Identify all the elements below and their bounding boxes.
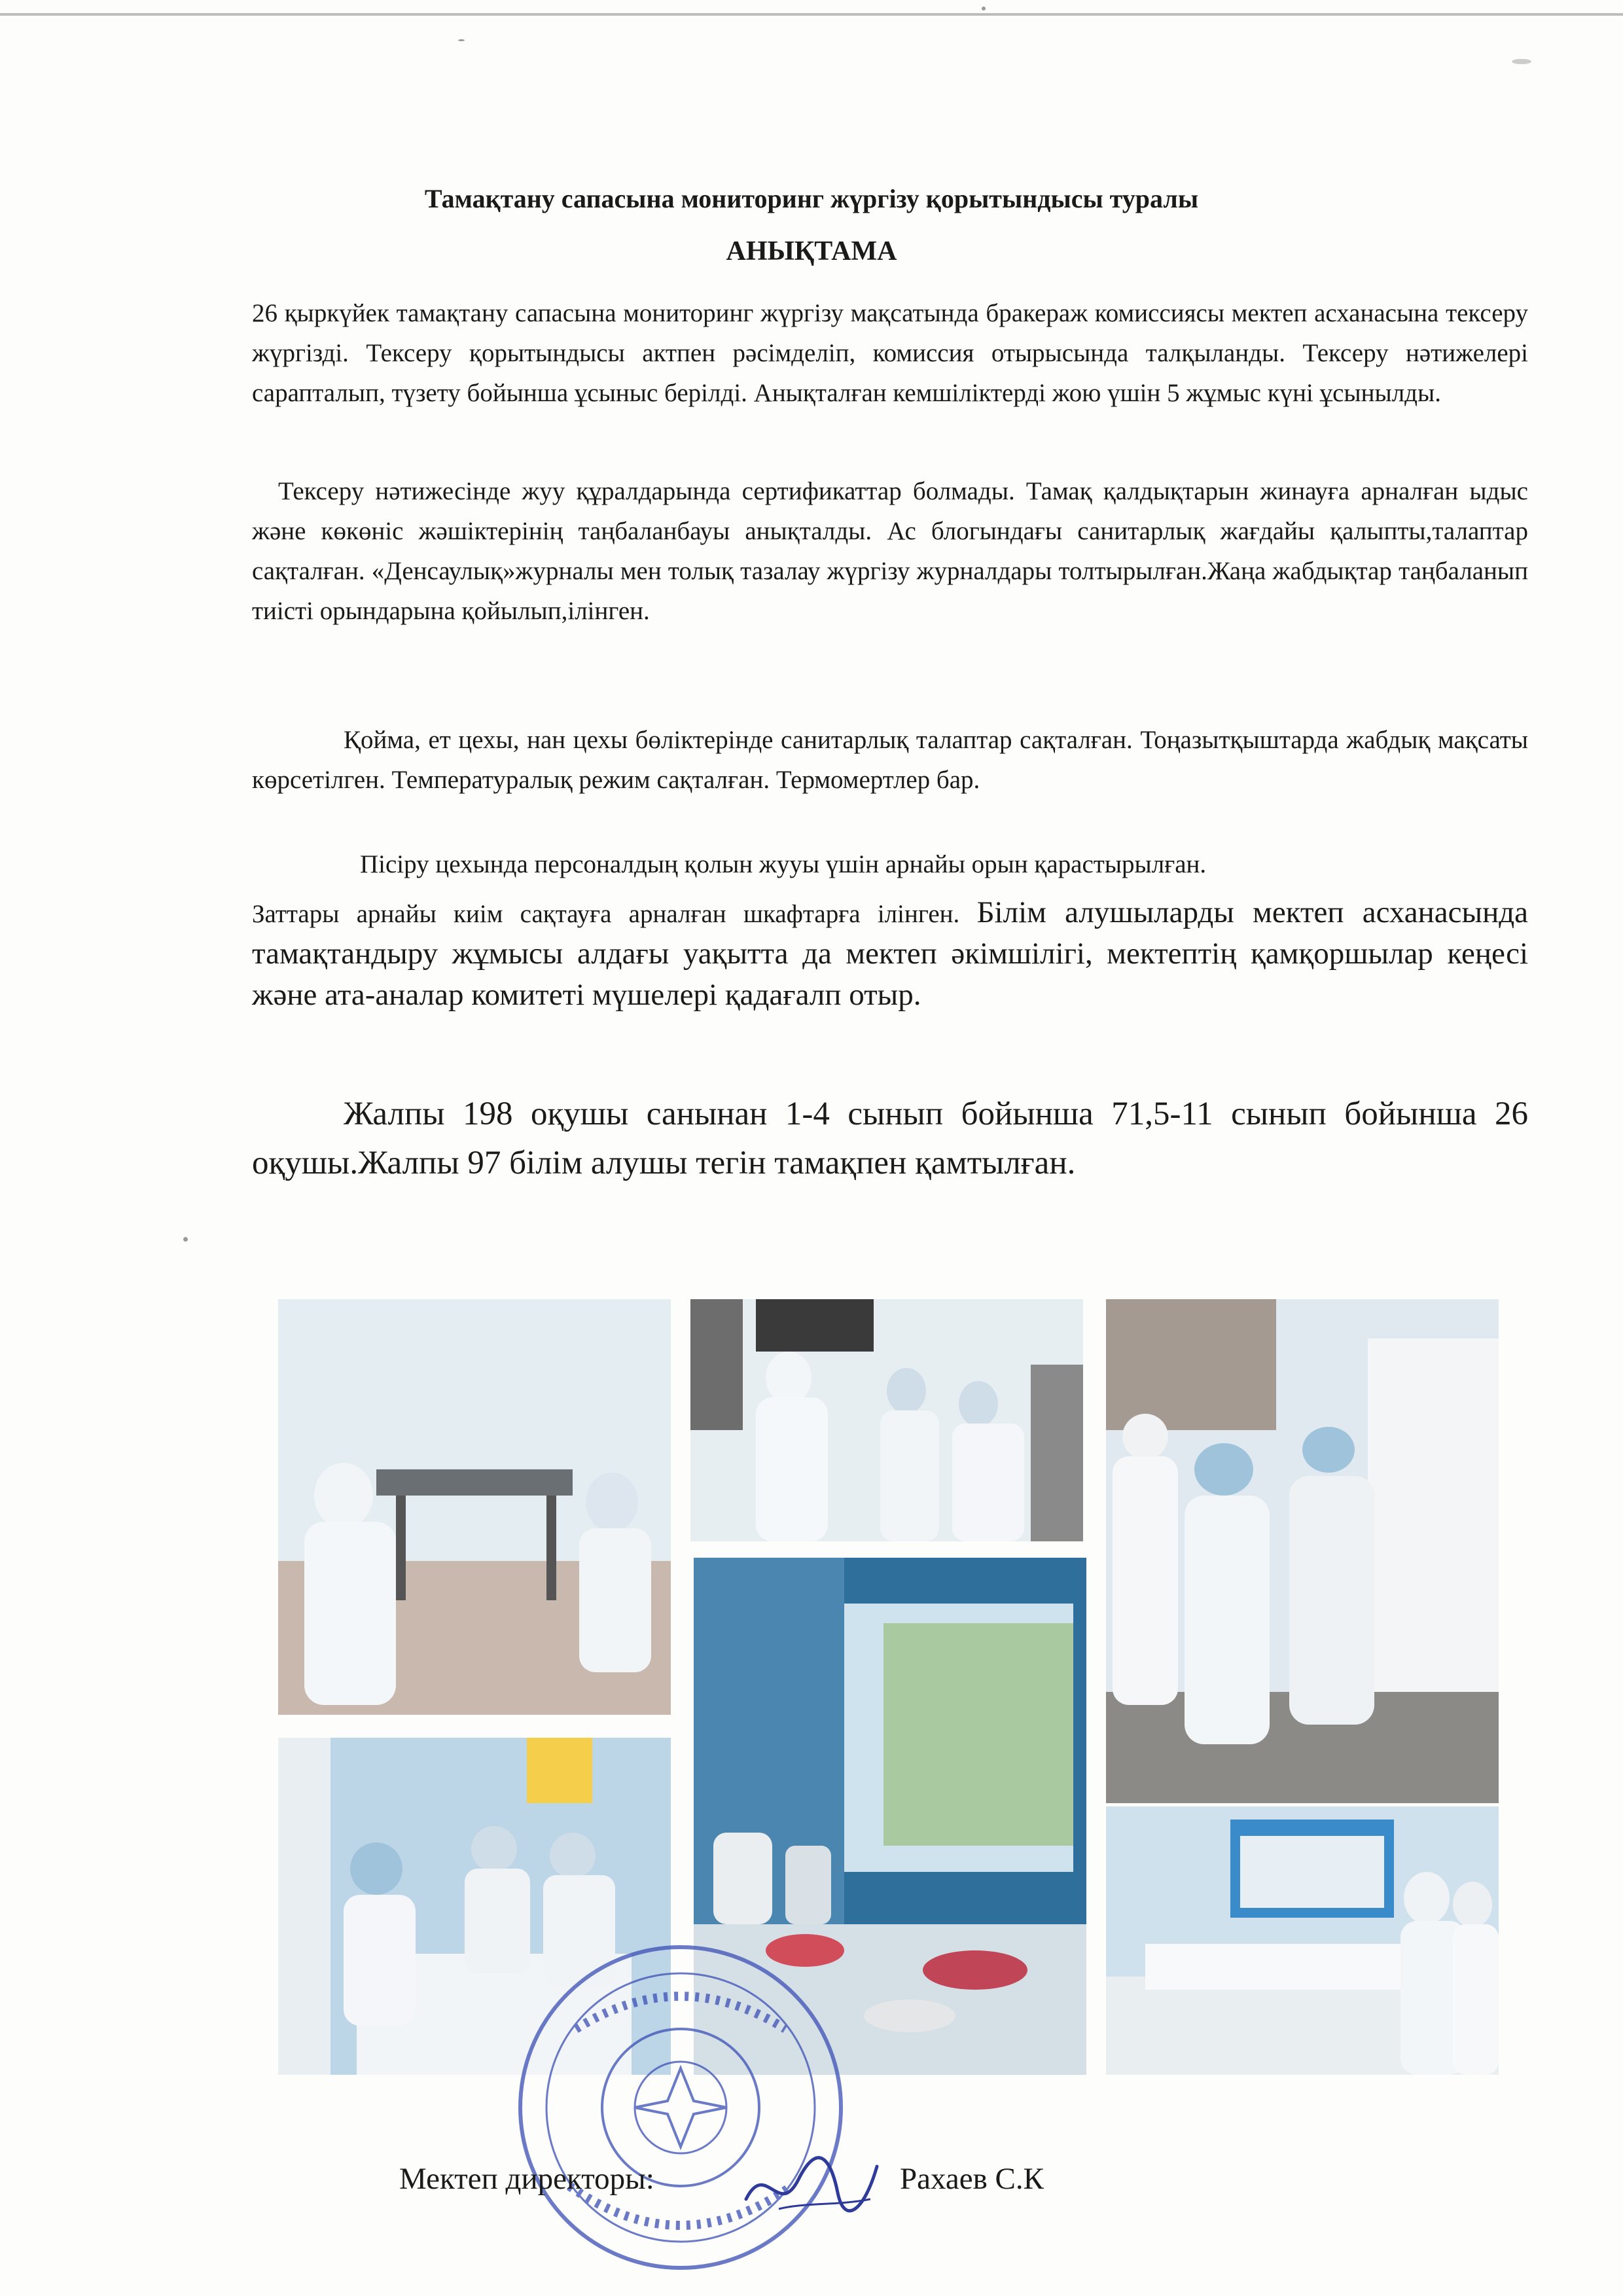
paragraph-1: 26 қыркүйек тамақтану сапасына мониторинг жүргізу мақсатында бракераж комиссиясы мектеп асханасына тексеру жүргізді. Тексеру қорытындысы актпен рәсімделіп, комиссия отырысында талқыланды. Тексеру нәтижелері сарапталып, түзету бойынша ұсыныс берілді. Анықталған кемшіліктерді жою үшін 5 жұмыс күні ұсынылды. [252, 299, 1528, 407]
round-official-stamp [497, 1937, 864, 2278]
paragraph-5-part-b: Білім алушыларды мектеп асханасында тамақтандыру жұмысы алдағы уақытта да мектеп әкімшілігі, мектептің қамқоршылар кеңесі және ата-аналар комитеті мүшелері қадағалп отыр. [252, 895, 1529, 1012]
director-label: Мектеп директоры: [399, 2162, 654, 2196]
paragraph-2: Тексеру нәтижесінде жуу құралдарында сертификаттар болмады. Тамақ қалдықтарын жинауға арналған ыдыс және көкөніс жәшіктерінің таңбаланбауы анықталды. Ас блогындағы санитарлық жағдайы қалыпты,талаптар сақталған. «Денсаулық»журналы мен толық тазалау жүргізу журналдары толтырылған.Жаңа жабдықтар таңбаланып тиісті орындарына қойылып,ілінген. [252, 477, 1528, 625]
scan-edge [0, 13, 1623, 16]
scan-speck [183, 1237, 188, 1242]
scan-speck [458, 39, 465, 41]
scan-speck [1512, 59, 1531, 64]
scan-speck [982, 7, 986, 10]
document-heading: АНЫҚТАМА [726, 236, 897, 266]
director-name: Рахаев С.К [900, 2162, 1044, 2196]
paragraph-6: Жалпы 198 оқушы санынан 1-4 сынып бойынша 71,5-11 сынып бойынша 26 оқушы.Жалпы 97 білім алушы тегін тамақпен қамтылған. [252, 1096, 1528, 1181]
paragraph-4: Пісіру цехында персоналдың қолын жууы үшін арнайы орын қарастырылған. [360, 850, 1207, 878]
document-title: Тамақтану сапасына мониторинг жүргізу қорытындысы туралы [424, 184, 1199, 213]
paragraph-5-part-a: Заттары арнайы киім сақтауға арналған шкафтарға ілінген. [252, 900, 960, 928]
paragraph-5 [252, 893, 1528, 1016]
photo-inspection-kitchen-staff [690, 1299, 1083, 1541]
photo-dining-hall [1106, 1806, 1499, 2075]
paragraph-3: Қойма, ет цехы, нан цехы бөліктерінде санитарлық талаптар сақталған. Тоңазытқыштарда жабдық мақсаты көрсетілген. Температуралық режим сақталған. Термомертлер бар. [252, 726, 1528, 794]
photo-inspection-storage-room [1106, 1299, 1499, 1803]
handwritten-signature [740, 2147, 883, 2225]
photo-inspection-kitchen-table [278, 1299, 671, 1715]
